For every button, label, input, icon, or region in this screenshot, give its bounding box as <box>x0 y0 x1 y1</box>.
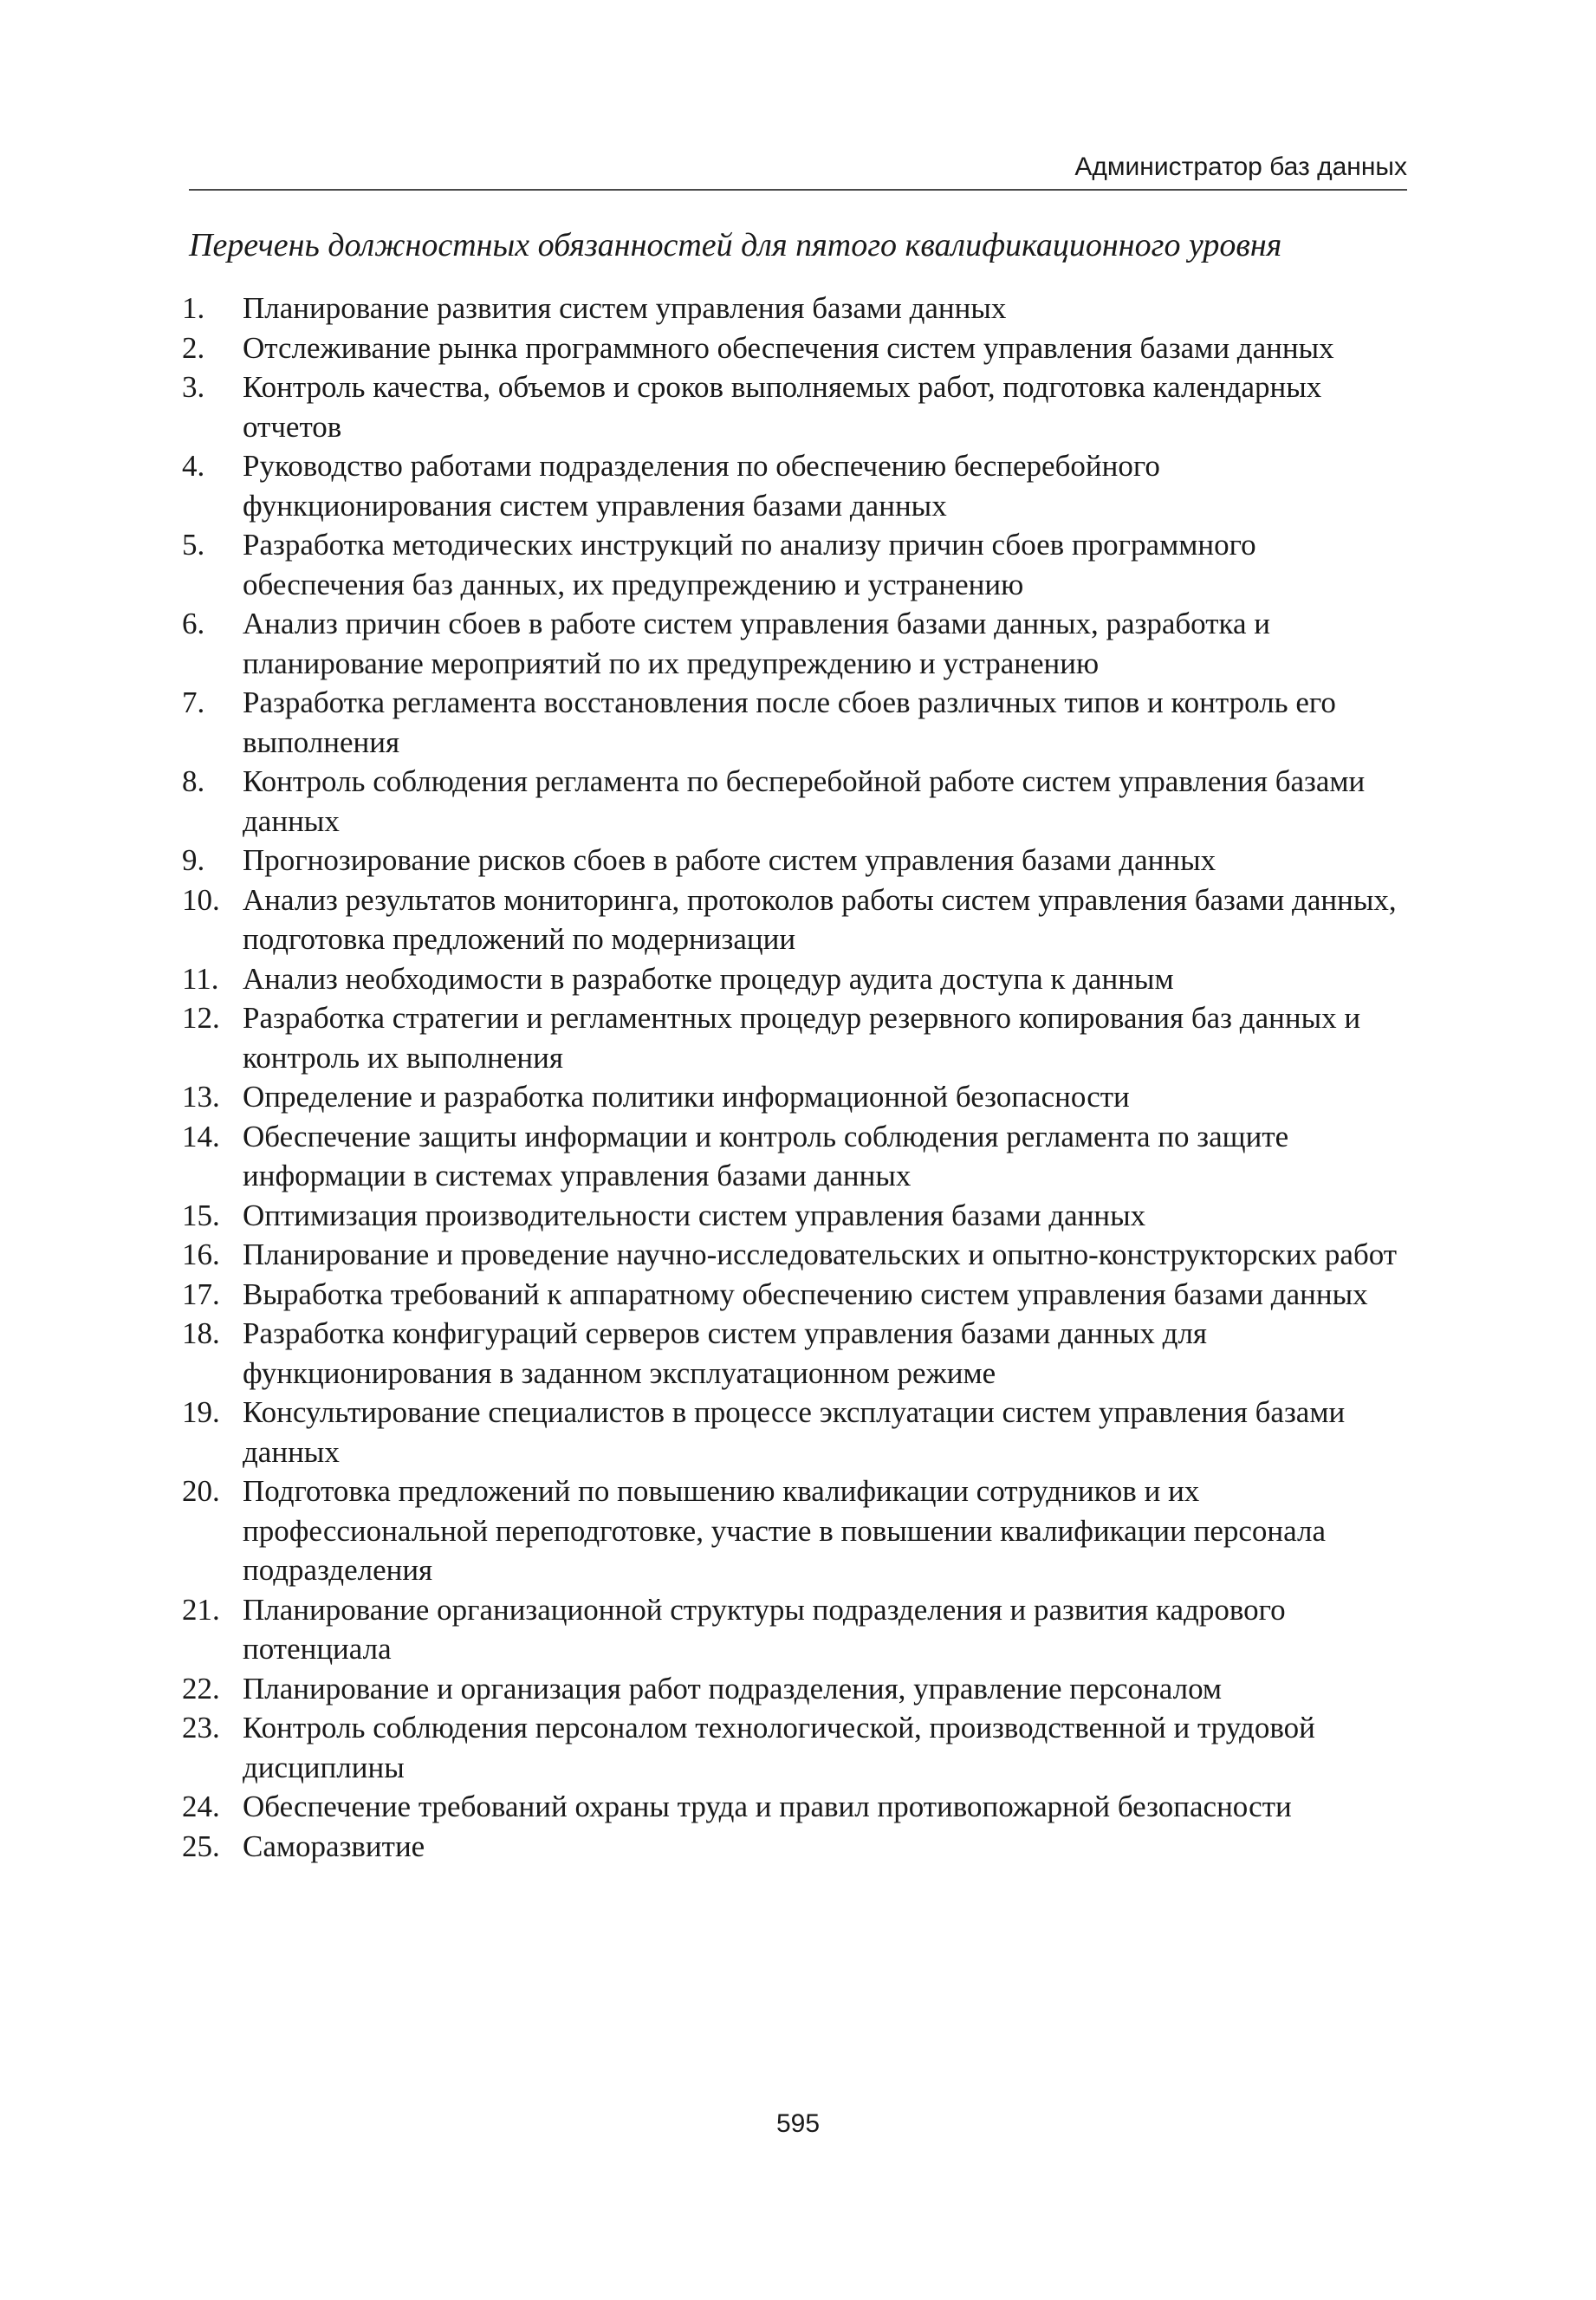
item-number: 16. <box>182 1238 220 1271</box>
item-number: 7. <box>182 685 205 719</box>
list-item <box>182 1077 1412 1117</box>
item-text: Разработка методических инструкций по анализу причин сбоев программного обеспечения баз данных, их предупреждению и устранению <box>243 528 1256 601</box>
running-header: Администратор баз данных <box>1074 153 1407 181</box>
list-item <box>182 1393 1412 1472</box>
item-text: Консультирование специалистов в процессе эксплуатации систем управления базами данных <box>243 1395 1346 1469</box>
item-number: 18. <box>182 1316 220 1350</box>
item-text: Планирование и организация работ подразделения, управление персоналом <box>243 1671 1223 1706</box>
list-item <box>182 841 1412 880</box>
item-number: 21. <box>182 1592 220 1627</box>
item-number: 9. <box>182 843 205 877</box>
item-number: 1. <box>182 291 205 325</box>
item-text: Выработка требований к аппаратному обеспечению систем управления базами данных <box>243 1277 1368 1311</box>
list-item <box>182 289 1412 328</box>
item-text: Прогнозирование рисков сбоев в работе систем управления базами данных <box>243 843 1216 877</box>
page-number: 595 <box>775 2109 821 2138</box>
item-number: 13. <box>182 1080 220 1114</box>
item-number: 2. <box>182 330 205 365</box>
list-item <box>182 1827 1412 1867</box>
list-item <box>182 525 1412 604</box>
header-rule <box>189 189 1407 191</box>
item-text: Обеспечение требований охраны труда и правил противопожарной безопасности <box>243 1790 1292 1823</box>
item-number: 12. <box>182 1001 220 1035</box>
item-number: 15. <box>182 1198 220 1232</box>
item-number: 24. <box>182 1790 220 1823</box>
item-number: 17. <box>182 1277 220 1311</box>
item-text: Контроль соблюдения персоналом технологической, производственной и трудовой дисциплины <box>243 1711 1315 1784</box>
item-text: Оптимизация производительности систем управления базами данных <box>243 1198 1146 1232</box>
item-number: 5. <box>182 528 205 562</box>
item-number: 8. <box>182 764 205 798</box>
item-number: 23. <box>182 1711 220 1744</box>
list-item <box>182 683 1412 762</box>
item-text: Планирование и проведение научно-исследовательских и опытно-конструкторских работ <box>243 1238 1398 1271</box>
list-item <box>182 1590 1412 1669</box>
list-item <box>182 1472 1412 1590</box>
item-text: Контроль соблюдения регламента по бесперебойной работе систем управления базами данных <box>243 764 1366 838</box>
list-item <box>182 1787 1412 1827</box>
item-number: 6. <box>182 607 205 640</box>
item-text: Подготовка предложений по повышению квалификации сотрудников и их профессиональной переподготовке, участие в повышении квалификации персонала подразделения <box>243 1474 1327 1587</box>
list-item <box>182 1708 1412 1787</box>
item-text: Отслеживание рынка программного обеспечения систем управления базами данных <box>243 330 1334 365</box>
item-text: Руководство работами подразделения по обеспечению бесперебойного функционирования систем управления базами данных <box>243 449 1160 523</box>
item-number: 22. <box>182 1671 220 1706</box>
list-item <box>182 367 1412 446</box>
item-text: Контроль качества, объемов и сроков выполняемых работ, подготовка календарных отчетов <box>243 370 1322 444</box>
item-text: Анализ необходимости в разработке процедур аудита доступа к данным <box>243 961 1174 996</box>
item-text: Разработка конфигураций серверов систем управления базами данных для функционирования в заданном эксплуатационном режиме <box>243 1316 1208 1390</box>
list-item <box>182 762 1412 841</box>
item-number: 11. <box>182 961 219 996</box>
section-title: Перечень должностных обязанностей для пятого квалификационного уровня <box>189 227 1282 263</box>
list-item <box>182 998 1412 1077</box>
item-text: Саморазвитие <box>243 1829 425 1863</box>
item-number: 19. <box>182 1395 220 1429</box>
item-text: Обеспечение защиты информации и контроль соблюдения регламента по защите информации в системах управления базами данных <box>243 1119 1289 1192</box>
list-item <box>182 1196 1412 1236</box>
item-text: Планирование развития систем управления базами данных <box>243 291 1007 325</box>
item-number: 4. <box>182 449 205 483</box>
item-text: Определение и разработка политики информационной безопасности <box>243 1080 1130 1114</box>
list-item <box>182 1314 1412 1393</box>
item-text: Разработка стратегии и регламентных процедур резервного копирования баз данных и контроль их выполнения <box>243 1001 1361 1075</box>
list-item <box>182 959 1412 999</box>
item-number: 25. <box>182 1829 220 1863</box>
list-item <box>182 1669 1412 1709</box>
list-item <box>182 1235 1412 1275</box>
item-number: 10. <box>182 882 220 917</box>
item-text: Анализ результатов мониторинга, протоколов работы систем управления базами данных, подготовка предложений по модернизации <box>243 882 1397 956</box>
item-number: 3. <box>182 370 205 404</box>
item-text: Разработка регламента восстановления после сбоев различных типов и контроль его выполнения <box>243 685 1336 759</box>
item-text: Планирование организационной структуры подразделения и развития кадрового потенциала <box>243 1592 1286 1666</box>
item-number: 14. <box>182 1119 220 1153</box>
list-item <box>182 446 1412 525</box>
list-item <box>182 880 1412 959</box>
item-number: 20. <box>182 1474 220 1508</box>
duties-list <box>182 289 1412 1866</box>
list-item <box>182 1117 1412 1196</box>
list-item <box>182 328 1412 368</box>
list-item <box>182 604 1412 683</box>
item-text: Анализ причин сбоев в работе систем управления базами данных, разработка и планирование мероприятий по их предупреждению и устранению <box>243 607 1270 680</box>
list-item <box>182 1275 1412 1315</box>
